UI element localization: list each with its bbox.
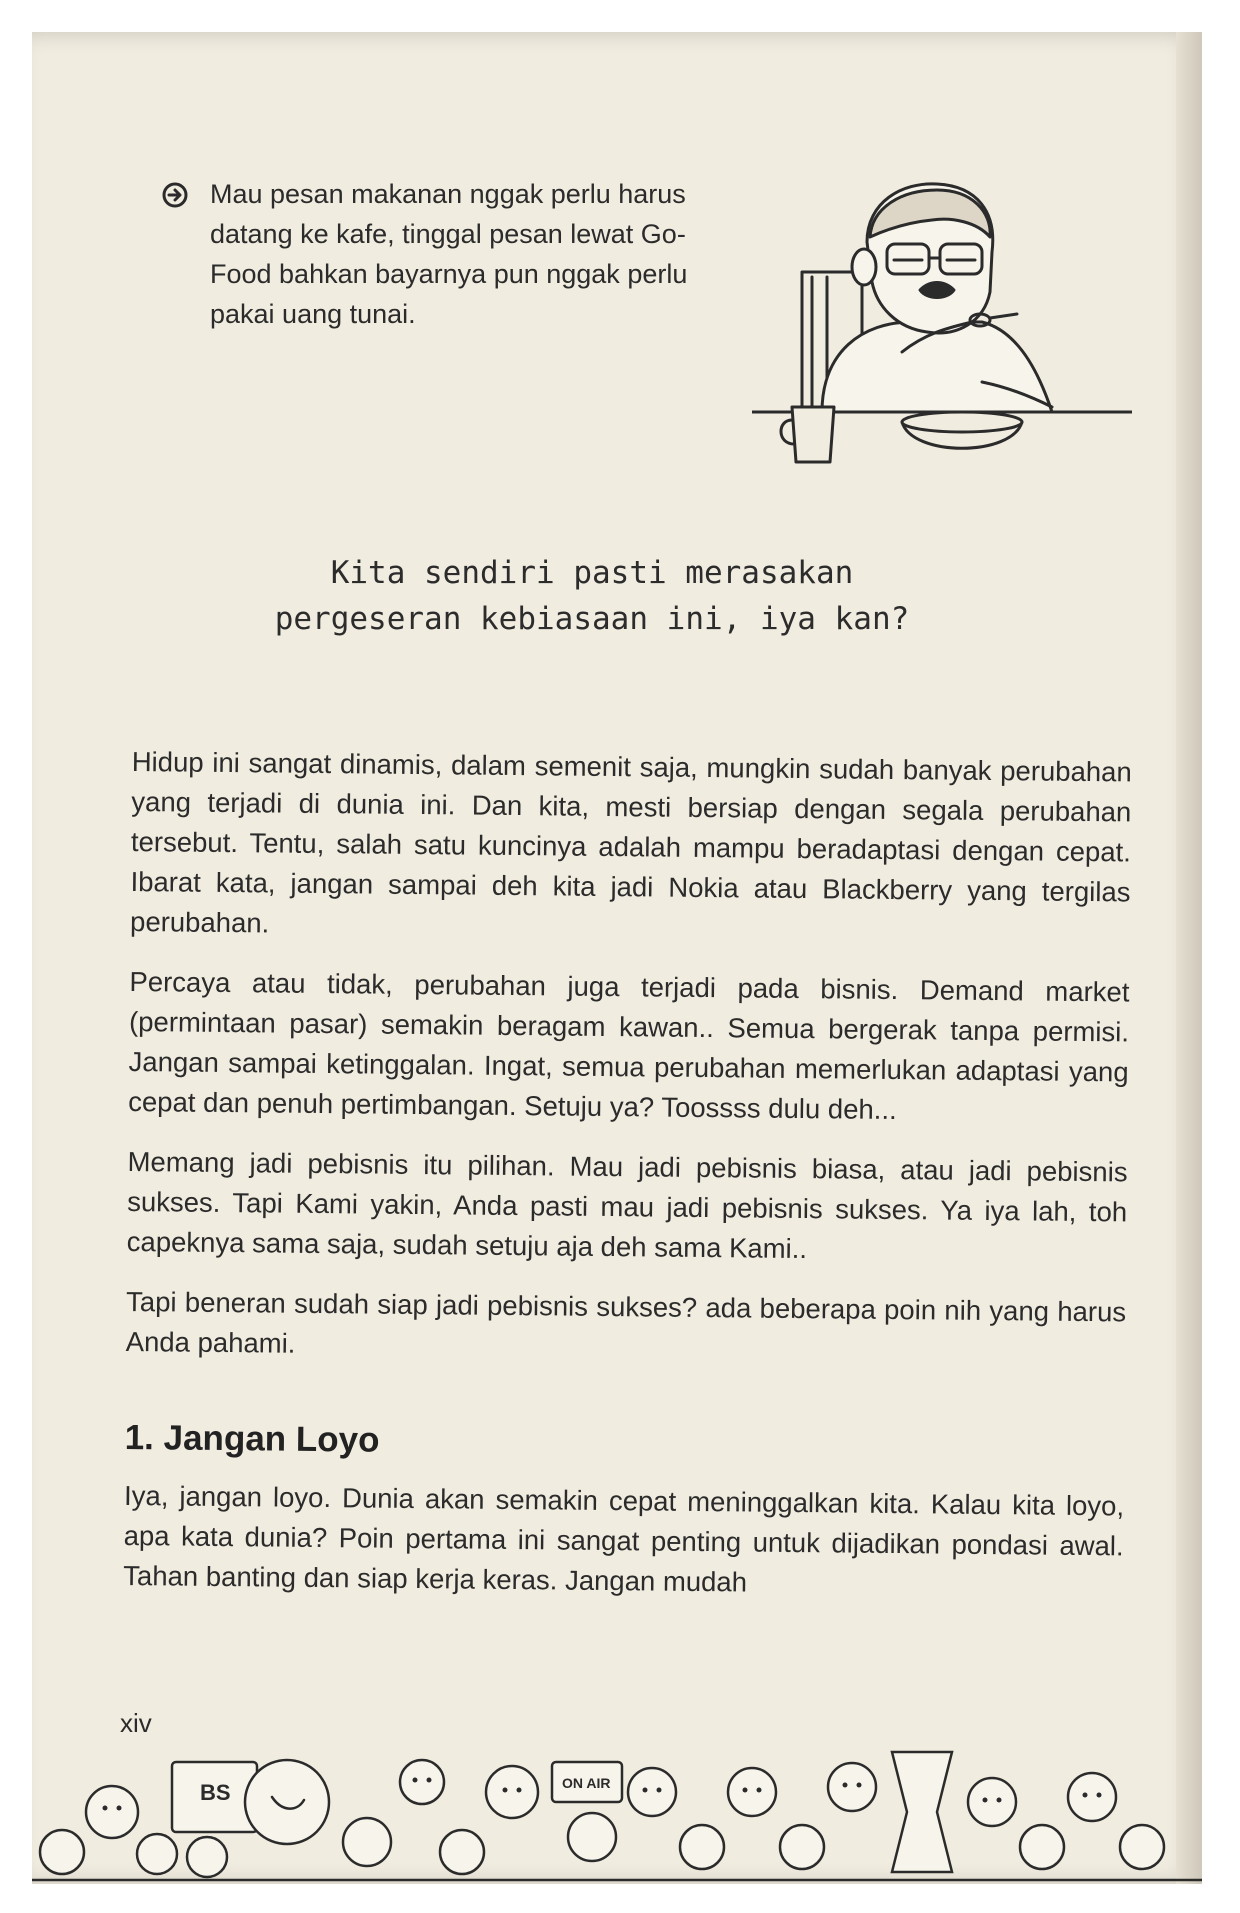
bullet-text: Mau pesan makanan nggak perlu harus datang ke kafe, tinggal pesan lewat Go-Food bahkan bayarnya pun nggak perlu pakai uang tunai. — [210, 179, 688, 329]
paragraph-2: Percaya atau tidak, perubahan juga terjadi pada bisnis. Demand market (permintaan pasar) semakin beragam kawan.. Semua bergerak tanpa permisi. Jangan sampai ketinggalan. Ingat, semua perubahan memerlukan adaptasi yang cepat dan penuh pertimbangan. Setuju ya? Toossss dulu deh... — [128, 965, 1130, 1126]
paragraph-3: Memang jadi pebisnis itu pilihan. Mau jadi pebisnis biasa, atau jadi pebisnis sukses. Tapi Kami yakin, Anda pasti mau jadi pebisnis sukses. Ya iya lah, toh capeknya sama saja, sudah setuju aja deh sama Kami.. — [126, 1145, 1128, 1265]
footer-badge: BS — [200, 1780, 231, 1805]
bullet-point — [162, 174, 722, 334]
paragraph-1: Hidup ini sangat dinamis, dalam semenit saja, mungkin sudah banyak perubahan yang terjadi di dunia ini. Dan kita, mesti bersiap dengan segala perubahan tersebut. Tentu, salah satu kuncinya adalah mampu beradaptasi dengan cepat. Ibarat kata, jangan sampai deh kita jadi Nokia atau Blackberry yang tergilas perubahan. — [129, 745, 1132, 939]
arrow-right-circle-icon — [162, 182, 188, 208]
section-heading: 1. Jangan Loyo — [124, 1417, 380, 1460]
callout-quote — [182, 550, 1002, 642]
footer-sign: ON AIR — [562, 1775, 611, 1791]
book-page — [32, 32, 1202, 1884]
callout-line-2: pergeseran kebiasaan ini, iya kan? — [274, 601, 910, 637]
body-text — [123, 742, 1132, 1626]
paragraph-4: Tapi beneran sudah siap jadi pebisnis sukses? ada beberapa poin nih yang harus Anda pahami. — [125, 1285, 1127, 1359]
callout-line-1: Kita sendiri pasti merasakan — [330, 555, 854, 591]
man-eating-illustration — [752, 182, 1132, 482]
page-number: xiv — [120, 1708, 152, 1738]
page-edge — [1176, 32, 1202, 1884]
section-paragraph: Iya, jangan loyo. Dunia akan semakin cepat meninggalkan kita. Kalau kita loyo, apa kata dunia? Poin pertama ini sangat penting untuk dijadikan pondasi awal. Tahan banting dan siap kerja keras. Jangan mudah — [123, 1479, 1125, 1598]
crowd-doodle-illustration — [32, 1742, 1202, 1884]
